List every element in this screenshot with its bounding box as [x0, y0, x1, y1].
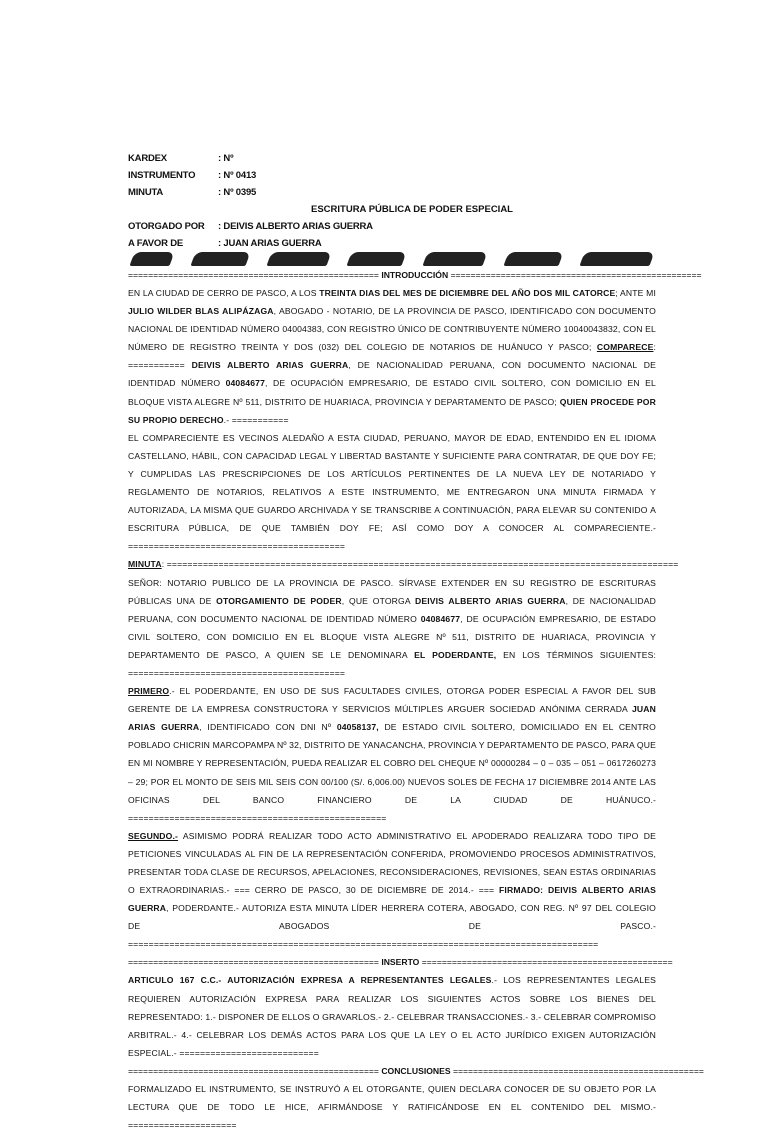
- otorgado-label: OTORGADO POR: [128, 221, 205, 232]
- minuta-paragraph: [128, 574, 656, 683]
- grantor-dni: 04084677: [225, 378, 266, 389]
- intro-paragraph: [128, 284, 679, 953]
- intro-text: .- ===========: [223, 414, 289, 425]
- primero-paragraph: [128, 682, 656, 827]
- kardex-row: [128, 150, 656, 167]
- own-right-clause: QUIEN PROCEDE POR SU PROPIO DERECHO: [128, 396, 656, 425]
- conclusiones-text: FORMALIZADO EL INSTRUMENTO, SE INSTRUYÓ A EL OTORGANTE, QUIEN DECLARA CONOCER DE SU OBJETO POR LA LECTURA QUE DE TODO LE HICE, AFIRMÁNDOSE Y RATIFICÁNDOSE EN EL CONTENIDO DEL MISMO.- =====================: [128, 1083, 656, 1131]
- instrumento-value: : Nº 0413: [218, 170, 257, 181]
- minuta-text: , DE NACIONALIDAD PERUANA, CON DOCUMENTO NACIONAL DE IDENTIDAD NÚMERO: [128, 595, 657, 624]
- grantor-dni: 04084677: [420, 613, 461, 624]
- primero-text: DE ESTADO CIVIL SOLTERO, DOMICILIADO EN EL CENTRO POBLADO CHICRIN MARCOPAMPA Nº 32, DISTRITO DE YANACANCHA, PROVINCIA Y DEPARTAMENTO DE PASCO, PARA QUE EN MI NOMBRE Y REPRESENTACIÓN, PUEDA REALIZAR EL COBRO DEL CHEQUE Nº 00000284 – 0 – 035 – 051 – 0617260273 – 29; POR EL MONTO DE SEIS MIL SEIS CON 00/100 (S/. 6,006.00) NUEVOS SOLES DE FECHA 17 DICIEMBRE 2014 ANTE LAS OFICINAS DEL BANCO FINANCIERO DE LA CIUDAD DE HUÁNUCO.- ==================================================: [128, 722, 656, 823]
- primero-text: , IDENTIFICADO CON DNI Nº: [199, 722, 337, 733]
- grantor-name: DEIVIS ALBERTO ARIAS GUERRA: [191, 360, 349, 371]
- inserto-paragraph: [128, 971, 656, 1061]
- sep-right: ==================================================: [452, 1065, 704, 1076]
- minuta-text: , QUE OTORGA: [341, 595, 415, 606]
- document-page: [128, 150, 704, 1134]
- favor-value: : JUAN ARIAS GUERRA: [218, 238, 322, 249]
- intro-text: , ABOGADO - NOTARIO, DE LA PROVINCIA DE PASCO, IDENTIFICADO CON DOCUMENTO NACIONAL DE IDENTIDAD NÚMERO 04004383, CON REGISTRO ÚNICO DE CONTRIBUYENTE NÚMERO 10040043832, CON EL NÚMERO DE REGISTRO TREINTA Y DOS (032) DEL COLEGIO DE NOTARIOS DE HUÁNUCO Y PASCO;: [128, 306, 656, 353]
- kardex-value: : Nº: [218, 153, 234, 164]
- attorney-name: JUAN ARIAS GUERRA: [128, 704, 656, 733]
- kardex-label: KARDEX: [128, 153, 167, 164]
- otorgado-row: [128, 218, 656, 235]
- segundo-label: SEGUNDO.-: [128, 830, 179, 841]
- attorney-dni: 04058137,: [336, 722, 379, 733]
- minuta-text: , DE OCUPACIÓN EMPRESARIO, DE ESTADO CIVIL SOLTERO, CON DOMICILIO EN EL BLOQUE VISTA ALEGRE Nº 511, DISTRITO DE HUARIACA, PROVINCIA Y DEPARTAMENTO DE PASCO, A QUIEN SE LE DENOMINARA: [128, 613, 656, 660]
- intro-paragraph-2: EL COMPARECIENTE ES VECINOS ALEDAÑO A ESTA CIUDAD, PERUANO, MAYOR DE EDAD, ENTENDIDO EN EL IDIOMA CASTELLANO, HÁBIL, CON CAPACIDAD LEGAL Y LIBERTAD BASTANTE Y SUFICIENTE PARA CONTRATAR, DE QUE DOY FE; Y CUMPLIDAS LAS PRESCRIPCIONES DE LOS ARTÍCULOS PERTINENTES DE LA NUEVA LEY DE NOTARIADO Y REGLAMENTO DE NOTARIOS, RELATIVOS A ESTE INSTRUMENTO, ME ENTREGARON UNA MINUTA FIRMADA Y AUTORIZADA, LA MISMA QUE GUARDO ARCHIVADA Y SE TRANSCRIBE A CONTINUACIÓN, PARA ELEVAR SU CONTENIDO A ESCRITURA PÚBLICA, DE QUE TAMBIÉN DOY FE; ASÍ COMO DOY A CONOCER AL COMPARECIENTE.- ==========================================: [128, 432, 656, 552]
- comparece-label: COMPARECE: [596, 342, 654, 353]
- minuta-row: [128, 184, 656, 201]
- intro-text: EN LA CIUDAD DE CERRO DE PASCO, A LOS: [128, 288, 320, 298]
- sep-right: ==================================================: [450, 270, 702, 280]
- minuta-value: : Nº 0395: [218, 187, 257, 198]
- conclusiones-title: CONCLUSIONES: [381, 1065, 451, 1076]
- intro-text: ; ANTE MI: [615, 288, 656, 298]
- instrumento-label: INSTRUMENTO: [128, 170, 196, 181]
- article-heading: ARTICULO 167 C.C.- AUTORIZACIÓN EXPRESA A REPRESENTANTES LEGALES: [128, 975, 492, 986]
- favor-label: A FAVOR DE: [128, 238, 184, 249]
- signature-line: FIRMADO: DEIVIS ALBERTO ARIAS GUERRA: [128, 885, 656, 914]
- segundo-text: ASIMISMO PODRÁ REALIZAR TODO ACTO ADMINISTRATIVO EL APODERADO REALIZARA TODO TIPO DE PETICIONES VINCULADAS AL FIN DE LA REPRESENTACIÓN CONFERIDA, PROMOVIENDO PROCESOS ADMINISTRATIVOS, PRESENTAR TODA CLASE DE RECURSOS, APELACIONES, RECONSIDERACIONES, REVISIONES, SEAN ESTAS ORDINARIAS O EXTRAORDINARIAS.- === CERRO DE PASCO, 30 DE DICIEMBRE DE 2014.- ===: [128, 830, 656, 896]
- favor-row: [128, 235, 656, 252]
- sep-left: ==================================================: [128, 1065, 379, 1076]
- sep-right: ==================================================: [421, 957, 673, 968]
- introduccion-title: INTRODUCCIÓN: [381, 270, 449, 280]
- minuta-sep: : ===================================================================================================: [161, 559, 679, 570]
- primero-label: PRIMERO: [128, 686, 170, 697]
- section-heading-conclusiones: [128, 1062, 704, 1080]
- minuta-text: SEÑOR: NOTARIO PUBLICO DE LA PROVINCIA DE PASCO. SÍRVASE EXTENDER EN SU REGISTRO DE ESCRITURAS PÚBLICAS UNA DE: [128, 577, 656, 606]
- minuta-label: MINUTA: [128, 187, 164, 198]
- segundo-paragraph: [128, 827, 656, 954]
- inserto-text: .- LOS REPRESENTANTES LEGALES REQUIEREN AUTORIZACIÓN EXPRESA PARA REALIZAR LOS SIGUIENTES ACTOS SOBRE LOS BIENES DEL REPRESENTADO: 1.- DISPONER DE ELLOS O GRAVARLOS.- 2.- CELEBRAR TRANSACCIONES.- 3.- CELEBRAR COMPROMISO ARBITRAL.- 4.- CELEBRAR LOS DEMÁS ACTOS PARA LOS QUE LA LEY O EL ACTO JURÍDICO EXIGEN AUTORIZACIÓN ESPECIAL.- ===========================: [128, 975, 657, 1058]
- segundo-text: , PODERDANTE.- AUTORIZA ESTA MINUTA LÍDER HERRERA COTERA, ABOGADO, CON REG. Nº 97 DEL COLEGIO DE ABOGADOS DE PASCO.- ===========================================================================================: [128, 903, 656, 950]
- minuta-text: EN LOS TÉRMINOS SIGUIENTES: ==========================================: [128, 649, 656, 678]
- sep-left: ==================================================: [128, 270, 379, 280]
- poderdante-label: EL PODERDANTE,: [414, 649, 497, 660]
- grantor-name: DEIVIS ALBERTO ARIAS GUERRA: [414, 595, 566, 606]
- intro-text: : ===========: [128, 342, 656, 371]
- minuta-heading: MINUTA: [128, 559, 162, 570]
- notary-name: JULIO WILDER BLAS ALIPÁZAGA: [128, 306, 274, 317]
- section-heading-inserto: [128, 953, 673, 971]
- inserto-title: INSERTO: [381, 957, 420, 968]
- otorgado-value: : DEIVIS ALBERTO ARIAS GUERRA: [218, 221, 373, 232]
- conclusiones-paragraph: [128, 1080, 656, 1134]
- intro-text: , DE OCUPACIÓN EMPRESARIO, DE ESTADO CIVIL SOLTERO, CON DOMICILIO EN EL BLOQUE VISTA ALEGRE Nº 511, DISTRITO DE HUARIACA, PROVINCIA Y DEPARTAMENTO DE PASCO;: [128, 378, 656, 407]
- document-title: ESCRITURA PÚBLICA DE PODER ESPECIAL: [311, 204, 513, 215]
- intro-date: TREINTA DIAS DEL MES DE DICIEMBRE DEL AÑO DOS MIL CATORCE: [319, 288, 616, 298]
- otorgamiento-label: OTORGAMIENTO DE PODER: [216, 595, 342, 606]
- section-heading-introduccion: [128, 266, 702, 284]
- sep-left: ==================================================: [128, 957, 379, 968]
- primero-text: .- EL PODERDANTE, EN USO DE SUS FACULTADES CIVILES, OTORGA PODER ESPECIAL A FAVOR DEL SUB GERENTE DE LA EMPRESA CONSTRUCTORA Y SERVICIOS MÚLTIPLES ARGUER SOCIEDAD ANÓNIMA CERRADA: [128, 686, 656, 715]
- instrumento-row: [128, 167, 656, 184]
- intro-text: , DE NACIONALIDAD PERUANA, CON DOCUMENTO NACIONAL DE IDENTIDAD NÚMERO: [128, 360, 656, 389]
